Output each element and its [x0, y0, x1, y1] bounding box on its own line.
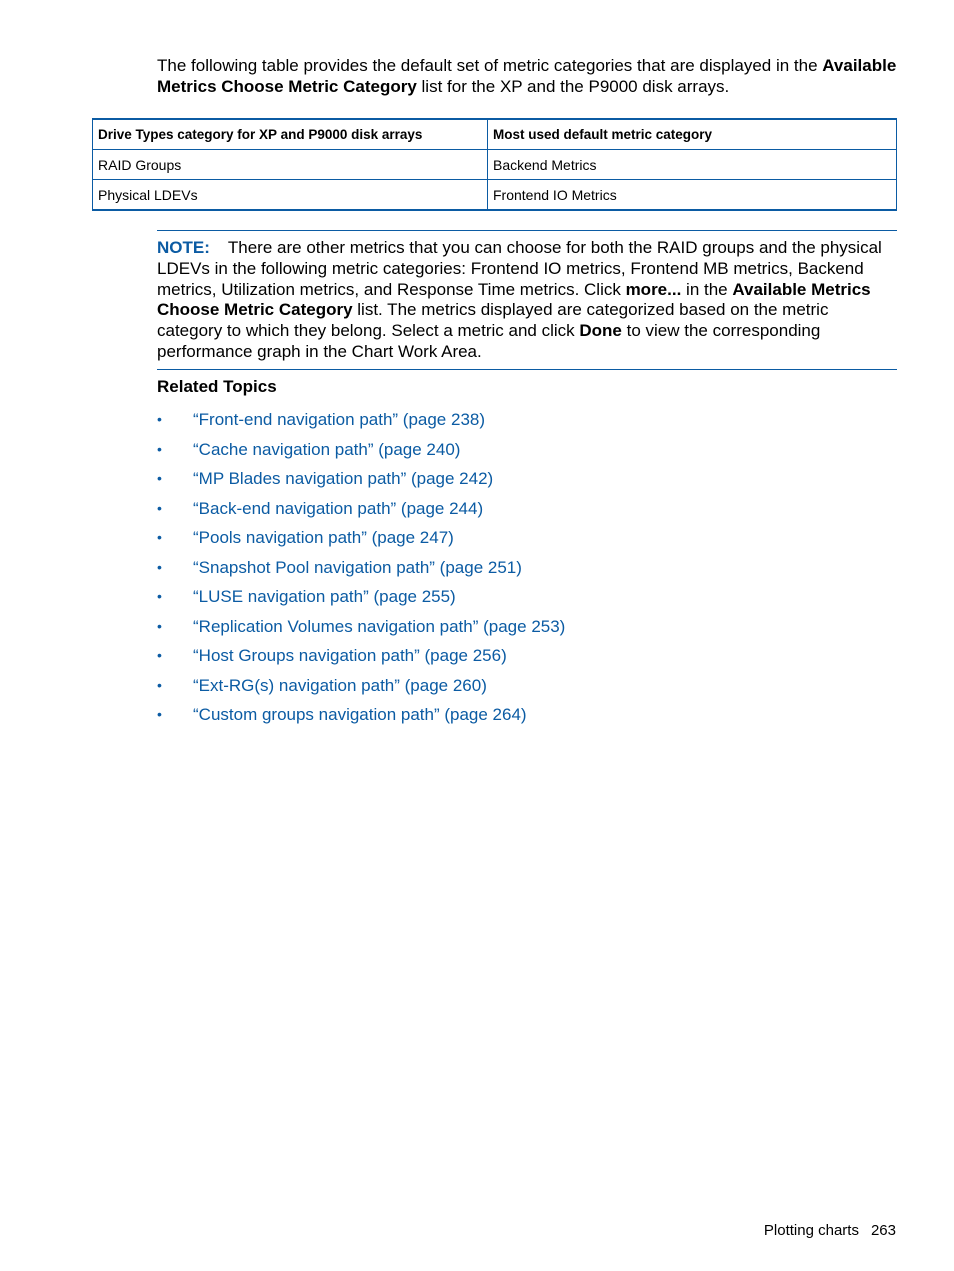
- table-cell: RAID Groups: [93, 150, 488, 180]
- bullet-icon: •: [157, 529, 162, 545]
- list-item: [157, 553, 857, 583]
- note-label: NOTE:: [157, 238, 210, 257]
- metric-category-table: [92, 118, 897, 211]
- list-item: [157, 405, 857, 435]
- column-header-default-category: Most used default metric category: [488, 119, 897, 150]
- bullet-icon: •: [157, 470, 162, 486]
- note-text: in the: [681, 279, 733, 299]
- note-text: to view the corresponding performance graph in the Chart Work Area.: [157, 321, 821, 361]
- bullet-icon: •: [157, 499, 162, 516]
- link-mp-blades-navigation[interactable]: “MP Blades navigation path” (page 242): [193, 469, 494, 488]
- link-cache-navigation[interactable]: “Cache navigation path” (page 240): [193, 439, 461, 459]
- bullet-icon: •: [157, 647, 162, 663]
- link-replication-volumes-navigation[interactable]: “Replication Volumes navigation path” (page 253): [193, 616, 566, 636]
- bullet-icon: •: [157, 440, 162, 457]
- note-bold-more: more...: [625, 279, 682, 299]
- list-item: [157, 641, 857, 671]
- link-ext-rg-navigation[interactable]: “Ext-RG(s) navigation path” (page 260): [193, 675, 487, 695]
- bullet-icon: •: [157, 706, 162, 722]
- list-item: [157, 435, 857, 465]
- link-pools-navigation[interactable]: “Pools navigation path” (page 247): [193, 528, 454, 547]
- bullet-icon: •: [157, 617, 162, 634]
- page-number: 263: [870, 1222, 896, 1239]
- list-item: [157, 582, 857, 612]
- table-row: [93, 180, 897, 211]
- footer-section-title: Plotting charts: [763, 1222, 859, 1239]
- page-footer: [764, 1222, 896, 1239]
- intro-paragraph: [157, 55, 899, 97]
- link-custom-groups-navigation[interactable]: “Custom groups navigation path” (page 264): [193, 705, 527, 724]
- list-item: [157, 671, 857, 701]
- note-text: list. The metrics displayed are categorized based on the metric category to which they belong. Select a metric and click: [157, 300, 829, 341]
- related-topics-list: [157, 405, 857, 730]
- note-bold-menu: Available Metrics Choose Metric Category: [157, 279, 871, 320]
- table-header-row: [93, 119, 897, 150]
- bullet-icon: •: [157, 411, 162, 427]
- intro-text-after: list for the XP and the P9000 disk arrays.: [416, 77, 730, 96]
- link-back-end-navigation[interactable]: “Back-end navigation path” (page 244): [193, 498, 484, 518]
- table-cell: Frontend IO Metrics: [488, 180, 897, 211]
- column-header-drive-types: Drive Types category for XP and P9000 disk arrays: [93, 119, 488, 150]
- list-item: [157, 494, 857, 524]
- table-cell: Physical LDEVs: [93, 180, 488, 211]
- intro-text-before: The following table provides the default set of metric categories that are displayed in the: [157, 56, 823, 75]
- list-item: [157, 612, 857, 642]
- table-cell: Backend Metrics: [488, 150, 897, 180]
- intro-bold-menu: Available Metrics Choose Metric Category: [157, 56, 897, 96]
- note-bold-done: Done: [579, 321, 622, 341]
- link-luse-navigation[interactable]: “LUSE navigation path” (page 255): [193, 587, 456, 606]
- list-item: [157, 700, 857, 730]
- link-host-groups-navigation[interactable]: “Host Groups navigation path” (page 256): [193, 646, 507, 665]
- bullet-icon: •: [157, 588, 162, 604]
- bullet-icon: •: [157, 558, 162, 575]
- list-item: [157, 523, 857, 553]
- link-snapshot-pool-navigation[interactable]: “Snapshot Pool navigation path” (page 251): [193, 557, 522, 577]
- note-box: [157, 230, 897, 370]
- link-front-end-navigation[interactable]: “Front-end navigation path” (page 238): [193, 410, 486, 429]
- list-item: [157, 464, 857, 494]
- bullet-icon: •: [157, 676, 162, 693]
- related-topics-heading: Related Topics: [157, 377, 277, 396]
- note-text: There are other metrics that you can choose for both the RAID groups and the physical LDEVs in the following metric categories: Frontend IO metrics, Frontend MB metrics, Backend metrics, Utilization metrics, and Response Time metrics. Click: [157, 238, 882, 299]
- table-row: [93, 150, 897, 180]
